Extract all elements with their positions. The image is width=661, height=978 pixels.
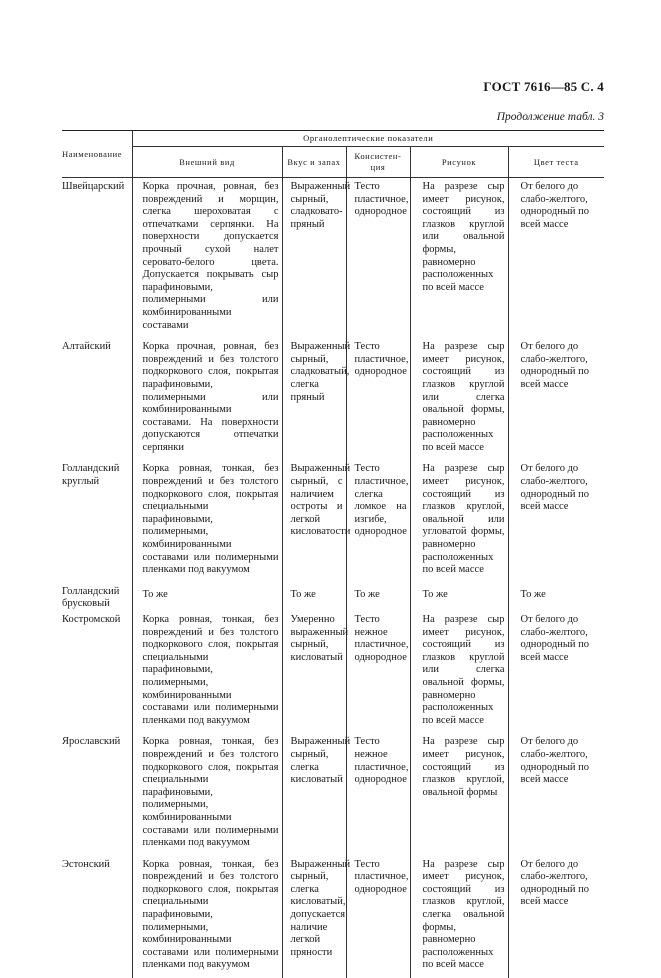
cell-cheese-name: Эстонский [62, 856, 132, 978]
cell-color-wrap [508, 856, 604, 978]
cell-color-wrap [508, 338, 604, 460]
cell-taste-wrap [282, 856, 346, 978]
column-header-name: Наименование [62, 131, 132, 178]
cell-pattern: На разрезе сыр имеет рисунок, состоящий из глазков круглой, овальной или угловатой формы, равномерно расположенных по всей массе [411, 460, 508, 582]
cell-look: Корка прочная, ровная, без повреждений и без толстого подкоркового слоя, покрытая парафиновыми, полимерными или комбинированными составами. На поверхности допускаются отпечатки серпянки [133, 338, 282, 460]
cell-pattern: То же [411, 583, 508, 608]
cell-taste: Выраженный сырный, с наличием остроты и легкой кисловатости [283, 460, 346, 545]
cell-look-wrap [132, 460, 282, 582]
cell-consistency: Тесто пластичное, однородное [347, 178, 410, 225]
cell-color: От белого до слабо-желтого, однородный по всей массе [509, 338, 605, 397]
table-row [62, 733, 604, 855]
table-row [62, 460, 604, 582]
cell-consistency: Тесто пластичное, однородное [347, 856, 410, 903]
cell-taste: Умеренно выраженный сырный, кисловатый [283, 611, 346, 670]
cell-color: От белого до слабо-желтого, однородный по всей массе [509, 611, 605, 670]
cell-color: От белого до слабо-желтого, однородный по всей массе [509, 460, 605, 519]
table-continuation-label: Продолжение табл. 3 [497, 111, 604, 123]
table-header-row-2 [62, 147, 604, 178]
cell-cheese-name: Алтайский [62, 338, 132, 460]
cell-cheese-name: Ярославский [62, 733, 132, 855]
cell-pattern: На разрезе сыр имеет рисунок, состоящий из глазков круглой или слегка овальной формы, равномерно расположенных по всей массе [411, 611, 508, 733]
cell-pattern-wrap [410, 583, 508, 611]
table-row [62, 338, 604, 460]
table-body [62, 178, 604, 978]
cell-look-wrap [132, 733, 282, 855]
table-row [62, 611, 604, 733]
cell-taste-wrap [282, 178, 346, 339]
cell-cheese-name: Костромской [62, 611, 132, 733]
cell-look: Корка ровная, тонкая, без повреждений и без толстого подкоркового слоя, покрытая специальными парафиновыми, полимерными, комбинированными составами или полимерными пленками под вакуумом [133, 733, 282, 855]
cell-look-wrap [132, 178, 282, 339]
cell-color-wrap [508, 611, 604, 733]
cell-consistency-wrap [346, 338, 410, 460]
cell-look-wrap [132, 611, 282, 733]
cell-look: Корка прочная, ровная, без повреждений и морщин, слегка шероховатая с отпечатками серпянки. На поверхности допускается прочный сухой налет серовато-белого цвета. Допускается покрывать сыр парафиновыми, полимерными или комбинированными составами [133, 178, 282, 338]
table-row [62, 178, 604, 339]
cell-look-wrap [132, 856, 282, 978]
cell-pattern-wrap [410, 460, 508, 582]
cell-cheese-name: Голландский брусковый [62, 583, 132, 611]
cell-cheese-name: Швейцарский [62, 178, 132, 339]
cell-consistency-wrap [346, 460, 410, 582]
cell-consistency: То же [347, 583, 410, 608]
cell-taste: Выраженный сырный, сладковатый, слегка пряный [283, 338, 346, 410]
cell-consistency: Тесто нежное пластичное, однородное [347, 733, 410, 792]
cell-color: От белого до слабо-желтого, однородный по всей массе [509, 856, 605, 915]
cell-consistency-wrap [346, 733, 410, 855]
cell-consistency: Тесто пластичное, слегка ломкое на изгибе, однородное [347, 460, 410, 545]
column-header-group: Органолептические показатели [132, 131, 604, 147]
cell-taste-wrap [282, 583, 346, 611]
cell-consistency: Тесто нежное пластичное, однородное [347, 611, 410, 670]
cell-color-wrap [508, 460, 604, 582]
cell-look: Корка ровная, тонкая, без повреждений и без толстого подкоркового слоя, покрытая специальными парафиновыми, полимерными, комбинированными составами или полимерными пленками под вакуумом [133, 856, 282, 978]
cell-color-wrap [508, 733, 604, 855]
cell-taste-wrap [282, 338, 346, 460]
cell-consistency-wrap [346, 611, 410, 733]
cell-taste: Выраженный сырный, сладковато-пряный [283, 178, 346, 237]
cell-pattern: На разрезе сыр имеет рисунок, состоящий из глазков круглой или овальной формы, равномерно расположенных по всей массе [411, 178, 508, 300]
cell-taste-wrap [282, 460, 346, 582]
cell-pattern: На разрезе сыр имеет рисунок, состоящий из глазков круглой или слегка овальной формы, равномерно расположенных по всей массе [411, 338, 508, 460]
column-header-look: Внешний вид [132, 147, 282, 178]
cell-look-wrap [132, 338, 282, 460]
cell-look: Корка ровная, тонкая, без повреждений и без толстого подкоркового слоя, покрытая специальными парафиновыми, полимерными, комбинированными составами или полимерными пленками под вакуумом [133, 611, 282, 733]
cell-consistency-wrap [346, 583, 410, 611]
cell-taste-wrap [282, 611, 346, 733]
column-header-consistency: Консистен-ция [346, 147, 410, 178]
column-header-pattern: Рисунок [410, 147, 508, 178]
cell-pattern: На разрезе сыр имеет рисунок, состоящий из глазков круглой, овальной формы [411, 733, 508, 805]
cell-color: От белого до слабо-желтого, однородный по всей массе [509, 733, 605, 792]
cell-taste-wrap [282, 733, 346, 855]
cell-pattern-wrap [410, 733, 508, 855]
cell-look: То же [133, 583, 282, 608]
cell-look-wrap [132, 583, 282, 611]
cell-consistency-wrap [346, 178, 410, 339]
cell-taste: Выраженный сырный, слегка кисловатый, допускается наличие легкой пряности [283, 856, 346, 966]
cell-color-wrap [508, 178, 604, 339]
cell-consistency: Тесто пластичное, однородное [347, 338, 410, 385]
cell-taste: Выраженный сырный, слегка кисловатый [283, 733, 346, 792]
cell-pattern-wrap [410, 856, 508, 978]
cell-cheese-name: Голландский круглый [62, 460, 132, 582]
cell-taste: То же [283, 583, 346, 608]
cell-color: То же [509, 583, 605, 608]
column-header-taste: Вкус и запах [282, 147, 346, 178]
column-header-color: Цвет теста [508, 147, 604, 178]
cell-consistency-wrap [346, 856, 410, 978]
page-header: ГОСТ 7616—85 С. 4 [483, 79, 604, 95]
cell-pattern-wrap [410, 178, 508, 339]
cell-look: Корка ровная, тонкая, без повреждений и без толстого подкоркового слоя, покрытая специальными парафиновыми, полимерными, комбинированными составами или полимерными пленками под вакуумом [133, 460, 282, 582]
cell-color: От белого до слабо-желтого, однородный по всей массе [509, 178, 605, 237]
cell-pattern-wrap [410, 338, 508, 460]
table-row [62, 583, 604, 611]
organoleptic-table [62, 130, 604, 978]
table-row [62, 856, 604, 978]
cell-pattern-wrap [410, 611, 508, 733]
cell-color-wrap [508, 583, 604, 611]
cell-pattern: На разрезе сыр имеет рисунок, состоящий из глазков круглой, слегка овальной формы, равномерно расположенных по всей массе [411, 856, 508, 978]
table-header-row-1 [62, 131, 604, 147]
